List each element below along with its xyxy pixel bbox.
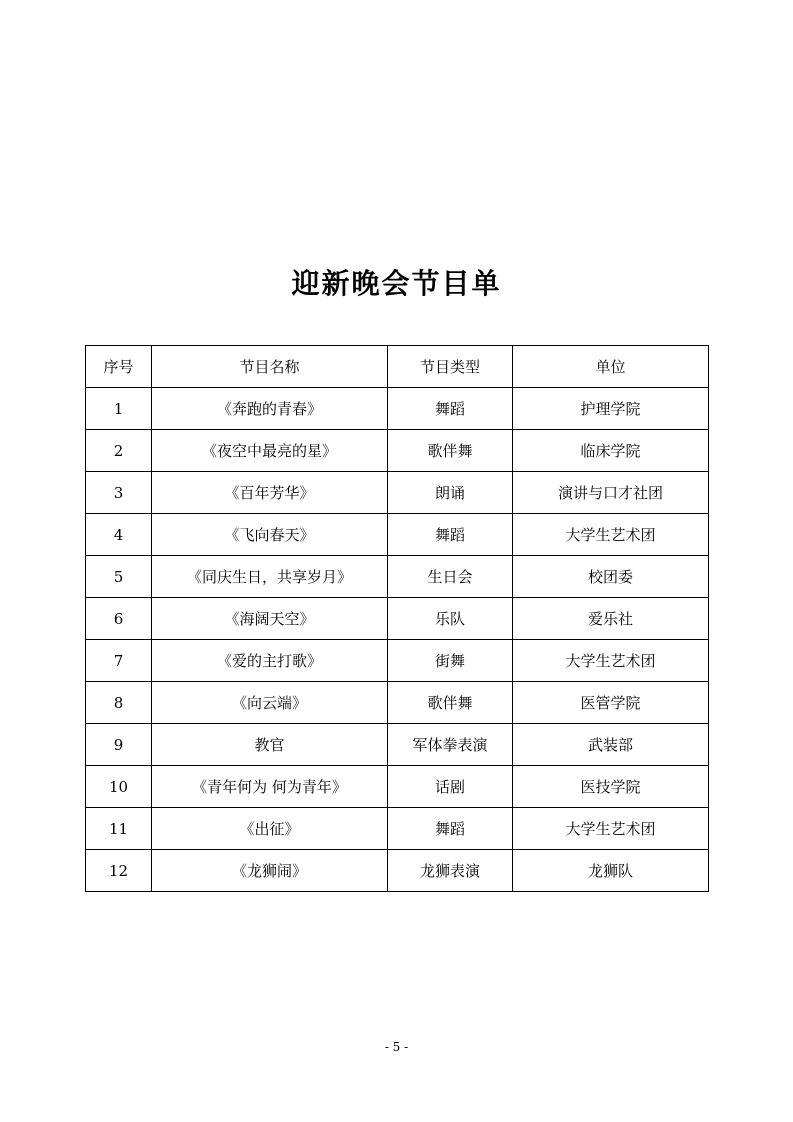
table-row: [86, 388, 709, 430]
table-row: [86, 766, 709, 808]
cell-index: 2: [86, 430, 152, 472]
header-index: 序号: [86, 346, 152, 388]
cell-program-name: 《龙狮闹》: [152, 850, 388, 892]
table-row: [86, 430, 709, 472]
cell-unit: 武装部: [513, 724, 709, 766]
cell-program-name: 《向云端》: [152, 682, 388, 724]
cell-unit: 爱乐社: [513, 598, 709, 640]
header-program-type: 节目类型: [388, 346, 513, 388]
header-unit: 单位: [513, 346, 709, 388]
cell-unit: 医技学院: [513, 766, 709, 808]
cell-index: 3: [86, 472, 152, 514]
cell-index: 4: [86, 514, 152, 556]
table-row: [86, 556, 709, 598]
cell-program-type: 龙狮表演: [388, 850, 513, 892]
table-row: [86, 724, 709, 766]
cell-program-type: 舞蹈: [388, 808, 513, 850]
cell-program-type: 话剧: [388, 766, 513, 808]
table-row: [86, 808, 709, 850]
table-row: [86, 850, 709, 892]
header-program-name: 节目名称: [152, 346, 388, 388]
program-table: [85, 345, 709, 892]
cell-program-name: 教官: [152, 724, 388, 766]
cell-unit: 校团委: [513, 556, 709, 598]
cell-index: 12: [86, 850, 152, 892]
table-header-row: [86, 346, 709, 388]
cell-program-name: 《爱的主打歌》: [152, 640, 388, 682]
cell-index: 6: [86, 598, 152, 640]
cell-unit: 医管学院: [513, 682, 709, 724]
cell-index: 10: [86, 766, 152, 808]
cell-program-name: 《百年芳华》: [152, 472, 388, 514]
table-row: [86, 514, 709, 556]
cell-unit: 大学生艺术团: [513, 808, 709, 850]
cell-program-name: 《出征》: [152, 808, 388, 850]
cell-unit: 大学生艺术团: [513, 640, 709, 682]
cell-program-type: 乐队: [388, 598, 513, 640]
cell-program-name: 《海阔天空》: [152, 598, 388, 640]
cell-index: 1: [86, 388, 152, 430]
cell-program-name: 《飞向春天》: [152, 514, 388, 556]
page-title: 迎新晚会节目单: [291, 267, 502, 300]
page-number: - 5 -: [384, 1040, 409, 1054]
cell-program-name: 《同庆生日，共享岁月》: [152, 556, 388, 598]
table-row: [86, 598, 709, 640]
cell-program-type: 朗诵: [388, 472, 513, 514]
cell-program-name: 《青年何为 何为青年》: [152, 766, 388, 808]
cell-unit: 演讲与口才社团: [513, 472, 709, 514]
cell-unit: 护理学院: [513, 388, 709, 430]
cell-program-name: 《奔跑的青春》: [152, 388, 388, 430]
cell-index: 5: [86, 556, 152, 598]
cell-index: 9: [86, 724, 152, 766]
cell-index: 7: [86, 640, 152, 682]
cell-program-type: 舞蹈: [388, 388, 513, 430]
table-row: [86, 472, 709, 514]
table-row: [86, 640, 709, 682]
cell-program-type: 歌伴舞: [388, 430, 513, 472]
cell-program-type: 歌伴舞: [388, 682, 513, 724]
cell-unit: 大学生艺术团: [513, 514, 709, 556]
cell-program-name: 《夜空中最亮的星》: [152, 430, 388, 472]
table-row: [86, 682, 709, 724]
cell-index: 11: [86, 808, 152, 850]
cell-program-type: 军体拳表演: [388, 724, 513, 766]
cell-program-type: 街舞: [388, 640, 513, 682]
cell-unit: 龙狮队: [513, 850, 709, 892]
cell-program-type: 生日会: [388, 556, 513, 598]
cell-unit: 临床学院: [513, 430, 709, 472]
cell-index: 8: [86, 682, 152, 724]
cell-program-type: 舞蹈: [388, 514, 513, 556]
